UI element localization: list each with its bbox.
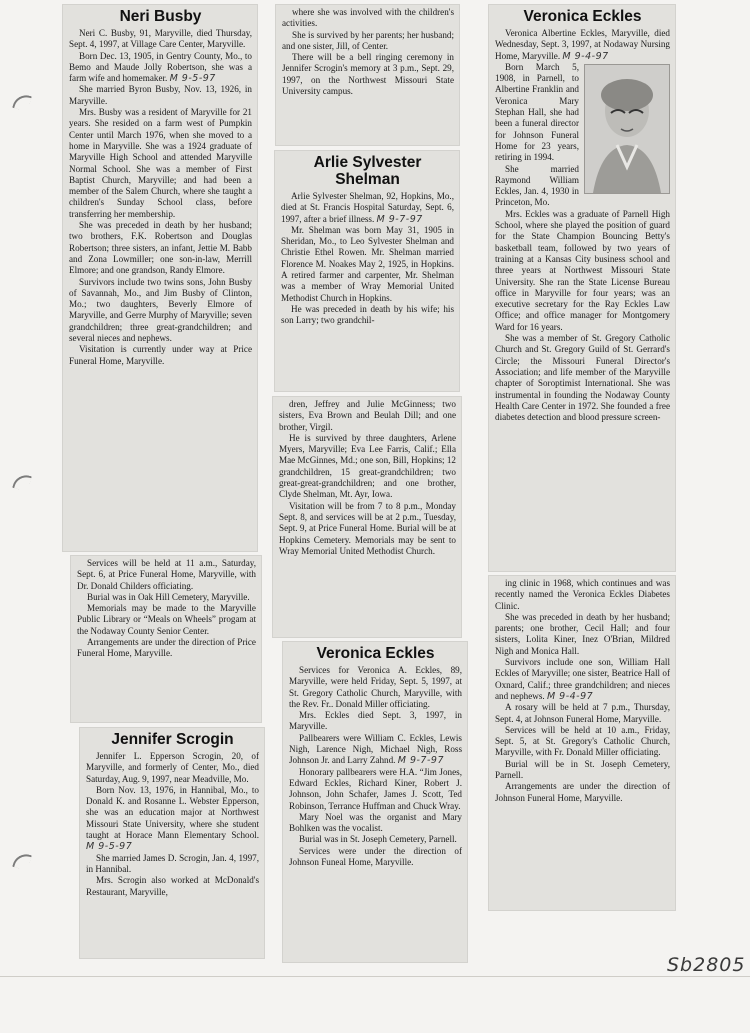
- obituary-paragraph: Services were under the direction of Johnson Funeal Home, Maryville.: [289, 845, 462, 868]
- obituary-paragraph: Mrs. Busby was a resident of Maryville for 21 years. She resided on a farm west of Pumpkin Center until March 1976, when she moved to a home in Maryville. She was a 1924 graduate of Maryville High School and attended Maryville Normal School. She was a member of First Baptist Church, Maryville; and had been a member of the Salem Church, where she taught a children's Sunday School class, before transferring her membership.: [69, 107, 252, 219]
- obituary-paragraph: Mrs. Scrogin also worked at McDonald's Restaurant, Maryville,: [86, 875, 259, 897]
- obituary-paragraph: Born March 5, 1908, in Parnell, to Albertine Franklin and Veronica Mary Stephan Hall, she had been a funeral director for Johnson Funeral Home for 23 years, retiring in 1994.: [495, 61, 579, 163]
- obituary-paragraph: She was preceded in death by her husband; parents; one brother, Cecil Hall; and four sisters, Lolita Kiner, Inez O'Brian, Mildred Nigh and Monica Hall.: [495, 611, 670, 656]
- obituary-paragraph: She married James D. Scrogin, Jan. 4, 1997, in Hannibal.: [86, 852, 259, 874]
- obituary-veronica-eckles-continued: [488, 575, 676, 911]
- obituary-arlie-shelman-continued: [272, 396, 462, 638]
- obituary-paragraph: Arrangements are under the direction of Price Funeral Home, Maryville.: [77, 637, 256, 659]
- obituary-paragraph: Mary Noel was the organist and Mary Bohlken was the vocalist.: [289, 811, 462, 834]
- obituary-paragraph: A rosary will be held at 7 p.m., Thursday, Sept. 4, at Johnson Funeral Home, Maryville.: [495, 702, 670, 724]
- obituary-paragraph: Born Dec. 13, 1905, in Gentry County, Mo., to Bemo and Maude Jolly Robertson, she was a farm wife and homemaker. M 9-5-97: [69, 50, 252, 85]
- obituary-paragraph: Burial was in St. Joseph Cemetery, Parnell.: [299, 834, 457, 845]
- obituary-paragraph: Visitation is currently under way at Price Funeral Home, Maryville.: [69, 344, 252, 366]
- page-edge-divider: [0, 976, 750, 977]
- obituary-paragraph: Neri C. Busby, 91, Maryville, died Thursday, Sept. 4, 1997, at Village Care Center, Maryville.: [69, 28, 252, 50]
- obituary-paragraph: She was preceded in death by her husband; two brothers, F.K. Robertson and Douglas Robertson; three sisters, an infant, Jettie M. Babb and Zona Lowmiller; one son-in-law, Merrill Elmore; and one grandson, Randy Elmore.: [69, 220, 252, 276]
- obituary-paragraph: She married Byron Busby, Nov. 13, 1926, in Maryville.: [69, 84, 252, 106]
- obituary-paragraph: There will be a bell ringing ceremony in Jennifer Scrogin's memory at 3 p.m., Sept. 29, 1997, on the Northwest Missouri State University campus.: [282, 52, 454, 97]
- handwritten-date-note: M 9-7-97: [397, 755, 444, 767]
- obituary-title: Veronica Eckles: [316, 645, 435, 662]
- obituary-paragraph: Mrs. Eckles died Sept. 3, 1997, in Maryville.: [289, 710, 462, 732]
- obituary-paragraph: Honorary pallbearers were H.A. “Jim Jones, Edward Eckles, Richard Kiner, Robert J. Johnson, John Schafer, James J. Scott, Ted Robinson, Terrance Huffman and Chuck Wray.: [289, 766, 462, 811]
- handwritten-date-note: M 9-5-97: [169, 73, 216, 85]
- obituary-paragraph: Arrangements are under the direction of Johnson Funeral Home, Maryville.: [495, 781, 670, 803]
- obituary-title: Veronica Eckles: [523, 8, 642, 25]
- obituary-paragraph: He is survived by three daughters, Arlene Myers, Maryville; Eva Lee Farris, Calif.; Ella Mae McGinnes, Md.; one son, Bill, Hopkins; 12 grandchildren, 15 great-grandchildren; two great-great-grandchildren; and one brother, Clyde Shelman, Mt. Ayr, Iowa.: [279, 432, 456, 500]
- portrait-photo: [584, 64, 670, 194]
- obituary-paragraph: Memorials may be made to the Maryville Public Library or “Meals on Wheels” progam at the Nodaway County Senior Center.: [77, 603, 256, 636]
- obituary-arlie-shelman: [274, 150, 460, 392]
- obituary-paragraph: She is survived by her parents; her husband; and one sister, Jill, of Center.: [282, 29, 454, 51]
- obituary-paragraph: dren, Jeffrey and Julie McGinness; two sisters, Eva Brown and Beulah Dill; and one brother, Virgil.: [279, 399, 456, 432]
- handwritten-date-note: M 9-7-97: [376, 213, 423, 225]
- obituary-paragraph: Services for Veronica A. Eckles, 89, Maryville, were held Friday, Sept. 5, 1997, at St. Gregory Catholic Church, Maryville, with the Rev. Fr.. Donald Miller officiating.: [289, 665, 462, 709]
- handwritten-date-note: M 9-5-97: [86, 841, 133, 853]
- obituary-paragraph: Survivors include two twins sons, John Busby of Savannah, Mo., and Jim Busby of Clinton, Mo.; two daughters, Beverly Elmore of Maryville, and Gerre Murphy of Maryville; seven grandchildren; three great-grandchildren; and several nieces and nephews.: [69, 276, 252, 344]
- obituary-paragraph: She was a member of St. Gregory Catholic Church and St. Gregory Guild of St. Gerrard's Circle; the Missouri Funeral Director's Association; and life member of the Maryville chapter of Soroptimist International. She was instrumental in founding the Nodaway County Health Care Center in 1972. She founded a free diabetes detection and blood pressure screen-: [495, 333, 670, 423]
- obituary-paragraph: Visitation will be from 7 to 8 p.m., Monday Sept. 8, and services will be at 2 p.m., Tuesday, Sept. 9, at Price Funeral Home. Burial will be at Hopkins Cemetery. Memorials may be sent to Wray Memorial United Methodist Church.: [279, 500, 456, 556]
- handwritten-date-note: M 9-4-97: [546, 690, 594, 702]
- obituary-paragraph: ing clinic in 1968, which continues and was recently named the Veronica Eckles Diabetes Clinic.: [495, 578, 670, 611]
- obituary-paragraph: Mr. Shelman was born May 31, 1905 in Sheridan, Mo., to Leo Sylvester Shelman and Christie Ethel Rowen. Mr. Shelman married Florence M. Noakes May 2, 1925, in Hopkins. A retired farmer and carpenter, Mr. Shelman was a member of Wray Memorial United Methodist Church in Hopkins.: [281, 224, 454, 303]
- portrait-photo-graphic: [585, 65, 669, 193]
- obituary-neri-busby: [62, 4, 258, 552]
- obituary-paragraph: Veronica Albertine Eckles, Maryville, died Wednesday, Sept. 3, 1997, at Nodaway Nursing Home, Maryville. M 9-4-97: [495, 28, 670, 62]
- obituary-title: Jennifer Scrogin: [111, 731, 234, 748]
- obituary-paragraph: Mrs. Eckles was a graduate of Parnell High School, where she played the position of guard for the State Champion Bouncing Betty's basketball team, followed by two years of training at a Kansas City business school and three years at Northwest Missouri State University. She ran the State License Bureau office in Maryville for four years; was an executive secretary for the Ray Eckles Law Office; and office manager for Montgomery Ward for 16 years.: [495, 208, 670, 332]
- handwritten-page-number: Sb2805: [667, 954, 746, 976]
- obituary-paragraph: She married Raymond William Eckles, Jan. 4, 1930 in Princeton, Mo.: [495, 163, 579, 208]
- obituary-paragraph: Born Nov. 13, 1976, in Hannibal, Mo., to Donald K. and Rosanne L. Webster Epperson, she was an education major at Northwest Missouri State University, where she student taught at Horace Mann Elementary School. M 9-5-97: [86, 784, 259, 853]
- obituary-paragraph: Services will be held at 10 a.m., Friday, Sept. 5, at St. Gregory's Catholic Church, Maryville, with Fr. Donald Miller officiating.: [495, 724, 670, 758]
- binder-hole-mark: [12, 92, 32, 112]
- obituary-paragraph: Services will be held at 11 a.m., Saturday, Sept. 6, at Price Funeral Home, Maryville, with Dr. Donald Childers officiating.: [77, 558, 256, 591]
- obituary-paragraph: where she was involved with the children's activities.: [282, 7, 454, 29]
- obituary-title: Neri Busby: [119, 8, 202, 25]
- obituary-title: Arlie Sylvester Shelman: [313, 154, 422, 188]
- obituary-paragraph: Burial will be in St. Joseph Cemetery, Parnell.: [495, 758, 670, 781]
- binder-hole-mark: [12, 851, 32, 871]
- obituary-paragraph: Pallbearers were William C. Eckles, Lewis Nigh, Larence Nigh, Michael Nigh, Ross Johnson Jr. and Larry Zahnd. M 9-7-97: [289, 732, 462, 767]
- obituary-paragraph: Arlie Sylvester Shelman, 92, Hopkins, Mo., died at St. Francis Hospital Saturday, Sept. 6, 1997, after a brief illness. M 9-7-97: [281, 191, 454, 225]
- obituary-veronica-eckles: [488, 4, 676, 572]
- obituary-paragraph: Burial was in Oak Hill Cemetery, Maryville.: [87, 591, 250, 602]
- obituary-paragraph: Survivors include one son, William Hall Eckles of Maryville; one sister, Beatrice Hall of Oxnard, Calif.; three grandchildren; and nieces and nephews. M 9-4-97: [495, 657, 670, 702]
- obituary-jennifer-scrogin: [79, 727, 265, 959]
- obituary-paragraph: He was preceded in death by his wife; his son Larry; two grandchil-: [281, 303, 454, 326]
- obituary-veronica-eckles-services: [282, 641, 468, 963]
- obituary-paragraph: Jennifer L. Epperson Scrogin, 20, of Maryville, and formerly of Center, Mo., died Saturday, Aug. 9, 1997, near Meadville, Mo.: [86, 751, 259, 784]
- obituary-jennifer-scrogin-continued: [275, 4, 460, 146]
- handwritten-date-note: M 9-4-97: [562, 50, 609, 62]
- binder-hole-mark: [12, 472, 32, 492]
- obituary-neri-busby-continued: [70, 555, 262, 723]
